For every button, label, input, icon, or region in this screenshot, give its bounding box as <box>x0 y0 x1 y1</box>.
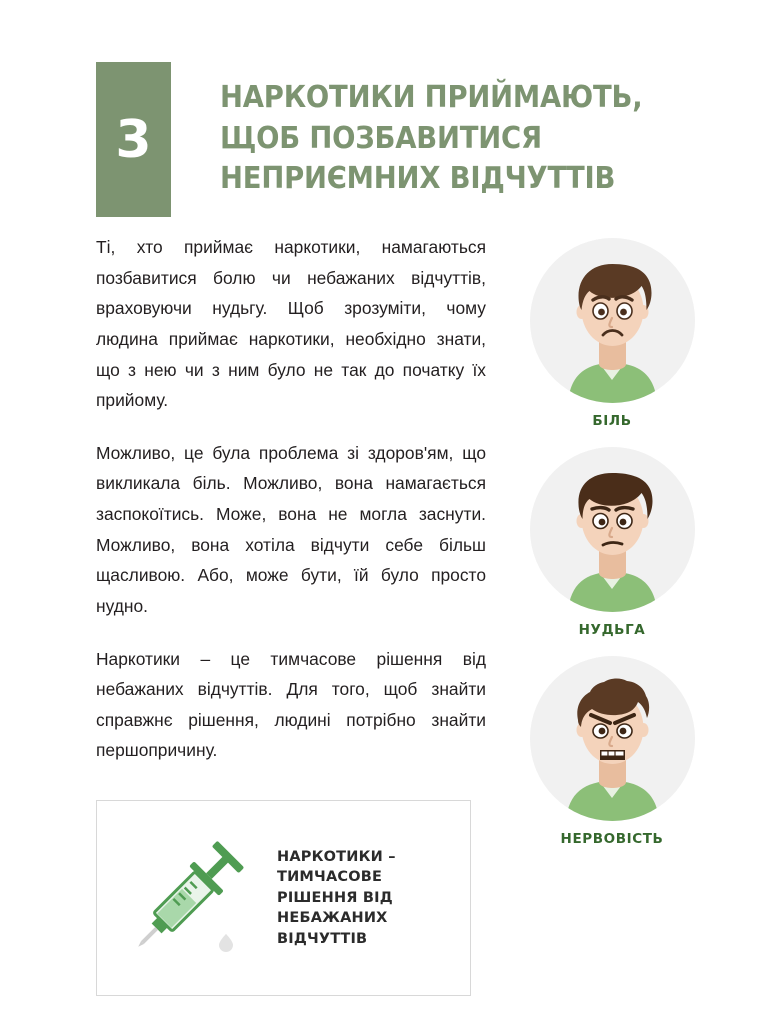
emotion-caption-boredom: НУДЬГА <box>578 622 646 638</box>
callout-text <box>277 847 396 950</box>
bored-face-icon <box>530 447 695 612</box>
page-title-line-2: ЩОБ ПОЗБАВИТИСЯ <box>220 120 542 156</box>
paragraph-2: Можливо, це була проблема зі здоров'ям, що викликала біль. Можливо, вона намагається заспокоїтись. Може, вона не могла заснути. Можливо, вона хотіла відчути себе більш щасливою. Або, може бути, їй було просто нудно. <box>96 442 486 616</box>
callout-line-1: НАРКОТИКИ – <box>277 848 396 865</box>
page-title <box>220 78 690 200</box>
emotion-caption-pain: БІЛЬ <box>592 413 632 429</box>
body-text-column <box>96 232 486 766</box>
callout-line-3: РІШЕННЯ ВІД <box>277 889 393 906</box>
paragraph-3: Наркотики – це тимчасове рішення від небажаних відчуттів. Для того, щоб знайти справжнє рішення, людині потрібно знайти першопричину. <box>96 648 486 761</box>
emotion-item-boredom <box>497 447 727 638</box>
emotion-item-nervousness <box>497 656 727 847</box>
page-title-line-1: НАРКОТИКИ ПРИЙМАЮТЬ, <box>220 80 643 115</box>
page-title-line-3: НЕПРИЄМНИХ ВІДЧУТТІВ <box>220 161 616 197</box>
callout-line-4: НЕБАЖАНИХ <box>277 910 388 927</box>
emotion-item-pain <box>497 238 727 429</box>
sad-face-icon <box>530 238 695 403</box>
syringe-icon <box>97 833 277 963</box>
page-header <box>96 62 696 217</box>
chapter-number-badge: 3 <box>96 62 171 217</box>
emotion-illustration-column <box>497 238 727 865</box>
callout-box <box>96 800 471 996</box>
paragraph-1: Ті, хто приймає наркотики, намагаються позбавитися болю чи небажаних відчуттів, враховуючи нудьгу. Щоб зрозуміти, чому людина приймає наркотики, необхідно знати, що з нею чи з ним було не так до початку їх прийому. <box>96 237 486 411</box>
callout-line-2: ТИМЧАСОВЕ <box>277 869 383 886</box>
emotion-caption-nervousness: НЕРВОВІСТЬ <box>560 831 664 847</box>
callout-line-5: ВІДЧУТТІВ <box>277 930 368 947</box>
angry-face-icon <box>530 656 695 821</box>
